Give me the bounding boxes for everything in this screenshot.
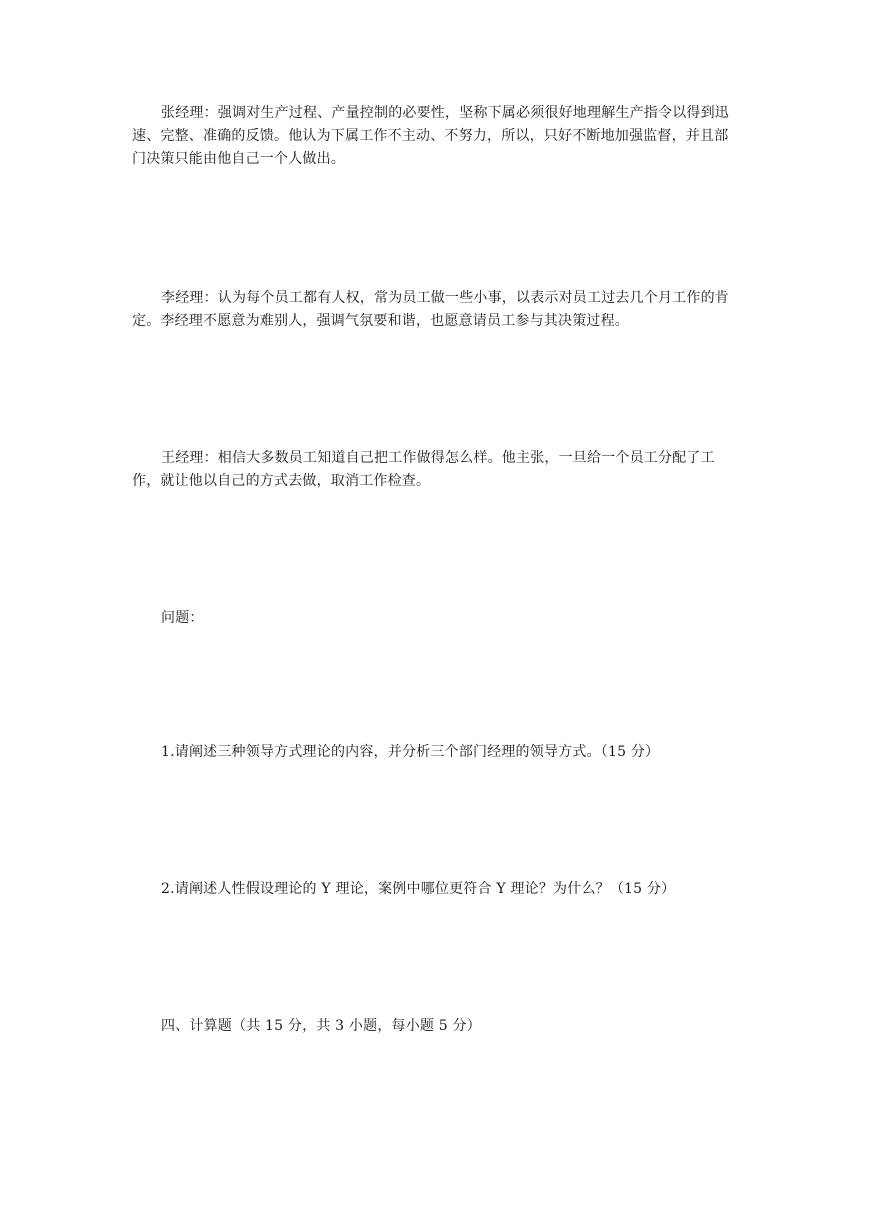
question-2: 2.请阐述人性假设理论的 Y 理论，案例中哪位更符合 Y 理论？为什么？（15 分） xyxy=(161,881,676,897)
manager-li-paragraph: 李经理：认为每个员工都有人权，常为员工做一些小事，以表示对员工过去几个月工作的肯定。李经理不愿意为难别人，强调气氛要和谐，也愿意请员工参与其决策过程。 xyxy=(132,290,729,329)
question-1: 1.请阐述三种领导方式理论的内容，并分析三个部门经理的领导方式。（15 分） xyxy=(161,744,660,760)
manager-zhang-paragraph: 张经理：强调对生产过程、产量控制的必要性，坚称下属必须很好地理解生产指令以得到迅速、完整、准确的反馈。他认为下属工作不主动、不努力，所以，只好不断地加强监督，并且部门决策只能由他自己一个人做出。 xyxy=(132,105,729,167)
questions-heading: 问题： xyxy=(161,610,204,626)
manager-wang-paragraph: 王经理：相信大多数员工知道自己把工作做得怎么样。他主张，一旦给一个员工分配了工作，就让他以自己的方式去做，取消工作检查。 xyxy=(132,450,715,489)
section-4-heading: 四、计算题（共 15 分，共 3 小题，每小题 5 分） xyxy=(161,1018,481,1034)
